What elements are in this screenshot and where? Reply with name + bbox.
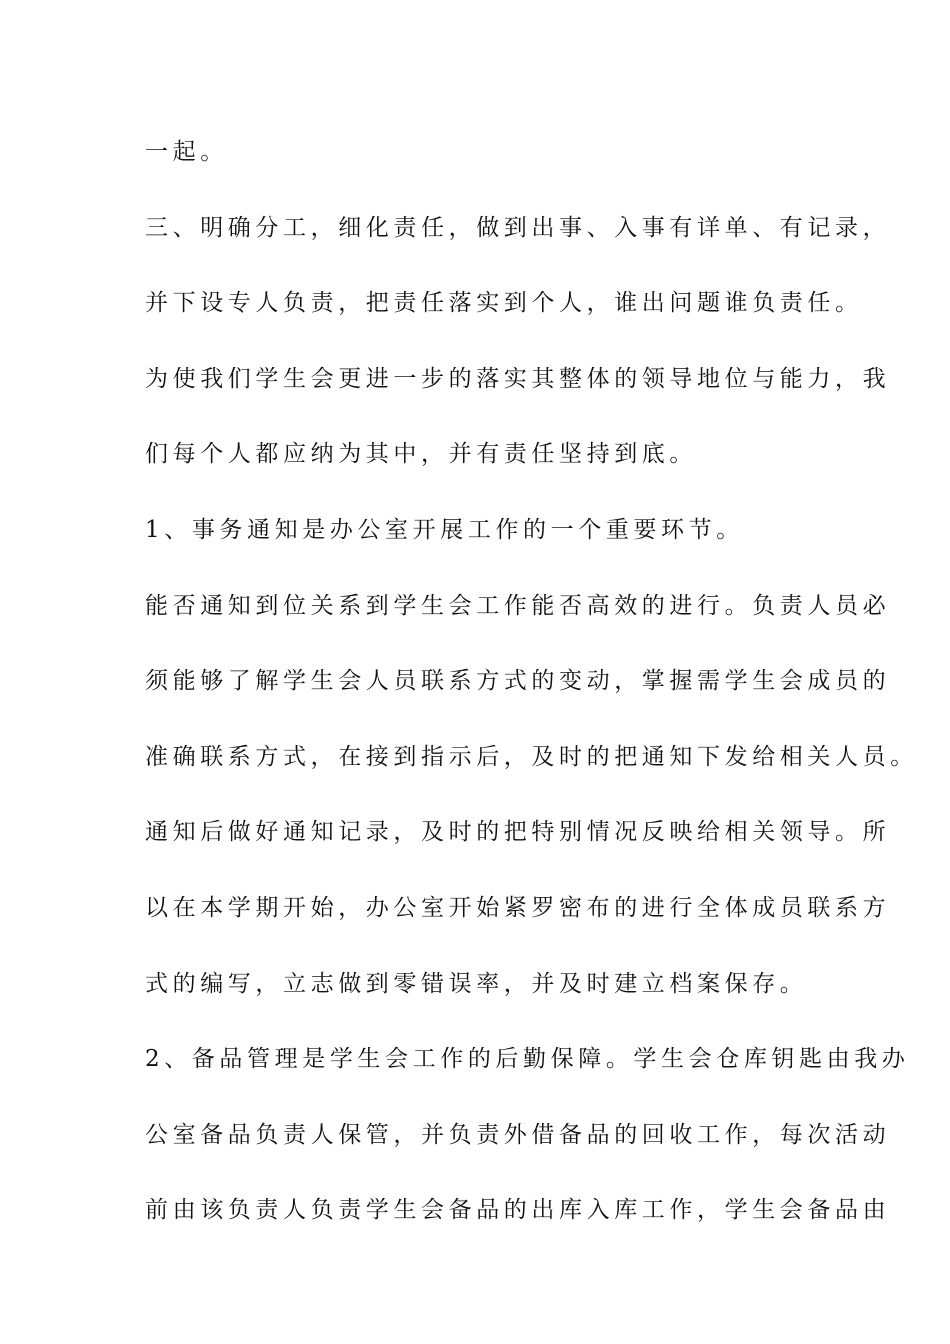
text-line: 须能够了解学生会人员联系方式的变动，掌握需学生会成员的 xyxy=(145,668,891,695)
text-line: 能否通知到位关系到学生会工作能否高效的进行。负责人员必 xyxy=(145,592,891,619)
text-line: 公室备品负责人保管，并负责外借备品的回收工作，每次活动 xyxy=(145,1121,891,1148)
text-line: 通知后做好通知记录，及时的把特别情况反映给相关领导。所 xyxy=(145,819,891,846)
text-line: 三、明确分工，细化责任，做到出事、入事有详单、有记录， xyxy=(145,214,891,241)
text-line: 一起。 xyxy=(145,139,228,165)
text-line: 1、事务通知是办公室开展工作的一个重要环节。 xyxy=(145,516,744,543)
text-line: 2、备品管理是学生会工作的后勤保障。学生会仓库钥匙由我办 xyxy=(145,1046,910,1073)
body-text xyxy=(145,128,918,1262)
text-line: 前由该负责人负责学生会备品的出库入库工作，学生会备品由 xyxy=(145,1197,891,1224)
text-line: 准确联系方式，在接到指示后，及时的把通知下发给相关人员。 xyxy=(145,743,918,770)
text-line: 以在本学期开始，办公室开始紧罗密布的进行全体成员联系方 xyxy=(145,894,891,921)
text-line: 们每个人都应纳为其中，并有责任坚持到底。 xyxy=(145,441,697,468)
text-line: 并下设专人负责，把责任落实到个人，谁出问题谁负责任。 xyxy=(145,290,863,317)
text-line: 为使我们学生会更进一步的落实其整体的领导地位与能力，我 xyxy=(145,365,891,392)
text-line: 式的编写，立志做到零错误率，并及时建立档案保存。 xyxy=(145,970,808,997)
